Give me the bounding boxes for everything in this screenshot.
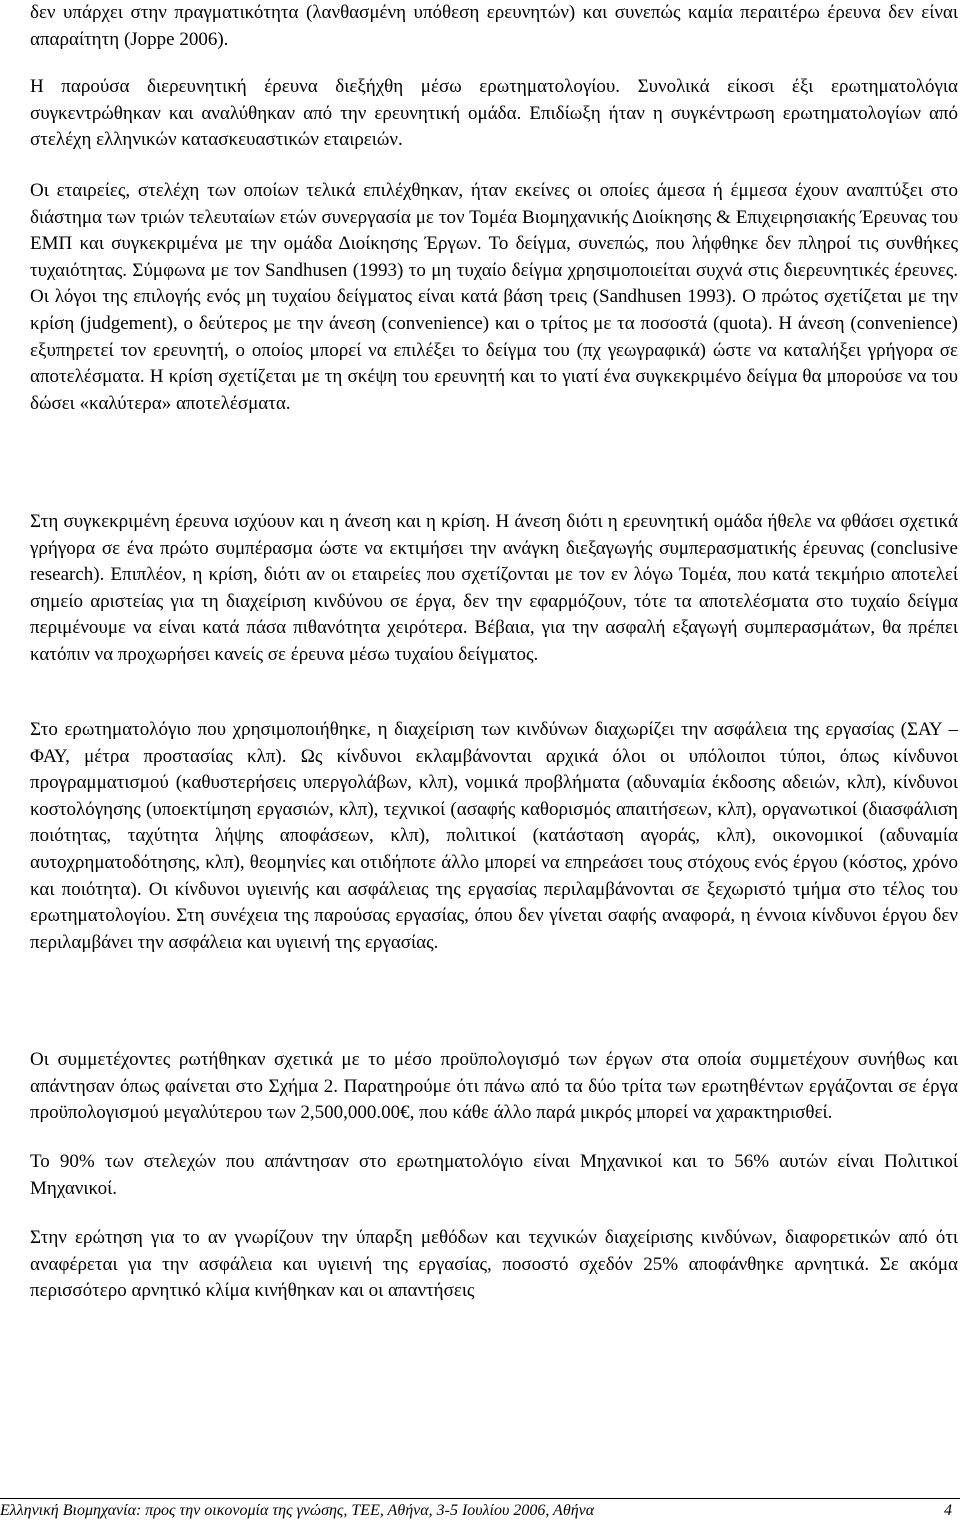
paragraph-3: Οι εταιρείες, στελέχη των οποίων τελικά επιλέχθηκαν, ήταν εκείνες οι οποίες άμεσα ή έμμεσα έχουν αναπτύξει στο διάστημα των τριών τελευταίων ετών συνεργασία με τον Τομέα Βιομηχανικής Διοίκησης & Επιχειρησιακής Έρευνας του ΕΜΠ και συγκεκριμένα με την ομάδα Διοίκησης Έργων. Το δείγμα, συνεπώς, που λήφθηκε δεν πληροί τις συνθήκες τυχαιότητας. Σύμφωνα με τον Sandhusen (1993) το μη τυχαίο δείγμα χρησιμοποιείται συχνά στις διερευνητικές έρευνες. Οι λόγοι της επιλογής ενός μη τυχαίου δείγματος είναι κατά βάση τρεις (Sandhusen 1993). Ο πρώτος σχετίζεται με την κρίση (judgement), ο δεύτερος με την άνεση (convenience) και ο τρίτος με τα ποσοστά (quota). Η άνεση (convenience) εξυπηρετεί τον ερευνητή, ο οποίος μπορεί να επιλέξει το δείγμα του (πχ γεωγραφικά) ώστε να καταλήξει γρήγορα σε αποτελέσματα. Η κρίση σχετίζεται με τη σκέψη του ερευνητή και το γιατί ένα συγκεκριμένο δείγμα θα μπορούσε να του δώσει «καλύτερα» αποτελέσματα. — [30, 180, 958, 414]
paragraph-4: Στη συγκεκριμένη έρευνα ισχύουν και η άνεση και η κρίση. Η άνεση διότι η ερευνητική ομάδα ήθελε να φθάσει σχετικά γρήγορα σε ένα πρώτο συμπέρασμα ώστε να εκτιμήσει την ανάγκη διεξαγωγής συμπερασματικής έρευνας (conclusive research). Επιπλέον, η κρίση, διότι αν οι εταιρείες που σχετίζονται με τον εν λόγω Τομέα, που κατά τεκμήριο αποτελεί σημείο αριστείας για τη διαχείριση κινδύνου σε έργα, δεν την εφαρμόζουν, τότε τα αποτελέσματα στο τυχαίο δείγμα περιμένουμε να είναι κατά πάσα πιθανότητα χειρότερα. Βέβαια, για την ασφαλή εξαγωγή συμπερασμάτων, θα πρέπει κατόπιν να προχωρήσει κανείς σε έρευνα μέσω τυχαίου δείγματος. — [30, 511, 958, 665]
paragraph-5: Στο ερωτηματολόγιο που χρησιμοποιήθηκε, η διαχείριση των κινδύνων διαχωρίζει την ασφάλεια της εργασίας (ΣΑΥ – ΦΑΥ, μέτρα προστασίας κλπ). Ως κίνδυνοι εκλαμβάνονται αρχικά όλοι οι υπόλοιποι τύποι, όπως κίνδυνοι προγραμματισμού (καθυστερήσεις υπεργολάβων, κλπ), νομικά προβλήματα (αδυναμία έκδοσης αδειών, κλπ), κίνδυνοι κοστολόγησης (υποεκτίμηση εργασιών, κλπ), τεχνικοί (ασαφής καθορισμός απαιτήσεων, κλπ), οργανωτικοί (διασφάλιση ποιότητας, ταχύτητα λήψης αποφάσεων, κλπ), πολιτικοί (κατάσταση αγοράς, κλπ), οικονομικοί (αδυναμία αυτοχρηματοδότησης, κλπ), θεομηνίες και οτιδήποτε άλλο μπορεί να επηρεάσει τους στόχους ενός έργου (κόστος, χρόνο και ποιότητα). Οι κίνδυνοι υγιεινής και ασφάλειας της εργασίας περιλαμβάνονται σε ξεχωριστό τμήμα στο τέλος του ερωτηματολογίου. Στη συνέχεια της παρούσας εργασίας, όπου δεν γίνεται σαφής αναφορά, η έννοια κίνδυνοι έργου δεν περιλαμβάνει την ασφάλεια και υγιεινή της εργασίας. — [30, 719, 958, 953]
paragraph-8: Στην ερώτηση για το αν γνωρίζουν την ύπαρξη μεθόδων και τεχνικών διαχείρισης κινδύνων, διαφορετικών από ότι αναφέρεται για την ασφάλεια και υγιεινή της εργασίας, ποσοστό σχεδόν 25% αποφάνθηκε αρνητικά. Σε ακόμα περισσότερο αρνητικό κλίμα κινήθηκαν και οι απαντήσεις — [30, 1227, 958, 1302]
footer-divider — [0, 1498, 960, 1499]
footer-text: Ελληνική Βιομηχανία: προς την οικονομία της γνώσης, ΤΕΕ, Αθήνα, 3-5 Ιουλίου 2006, Αθήνα — [0, 1502, 595, 1519]
paragraph-1: δεν υπάρχει στην πραγματικότητα (λανθασμένη υπόθεση ερευνητών) και συνεπώς καμία περαιτέρω έρευνα δεν είναι απαραίτητη (Joppe 2006). — [30, 2, 958, 50]
page-number: 4 — [944, 1502, 952, 1519]
paragraph-2: Η παρούσα διερευνητική έρευνα διεξήχθη μέσω ερωτηματολογίου. Συνολικά είκοσι έξι ερωτηματολόγια συγκεντρώθηκαν και αναλύθηκαν από την ερευνητική ομάδα. Επιδίωξη ήταν η συγκέντρωση ερωτηματολογίων από στελέχη ελληνικών κατασκευαστικών εταιρειών. — [30, 76, 958, 151]
paragraph-7: Το 90% των στελεχών που απάντησαν στο ερωτηματολόγιο είναι Μηχανικοί και το 56% αυτών είναι Πολιτικοί Μηχανικοί. — [30, 1151, 958, 1199]
paragraph-6: Οι συμμετέχοντες ρωτήθηκαν σχετικά με το μέσο προϋπολογισμό των έργων στα οποία συμμετέχουν συνήθως και απάντησαν όπως φαίνεται στο Σχήμα 2. Παρατηρούμε ότι πάνω από τα δύο τρίτα των ερωτηθέντων εργάζονται σε έργα προϋπολογισμού μεγαλύτερου των 2,500,000.00€, που κάθε άλλο παρά μικρός μπορεί να χαρακτηρισθεί. — [30, 1049, 958, 1124]
page-footer — [0, 1500, 960, 1523]
